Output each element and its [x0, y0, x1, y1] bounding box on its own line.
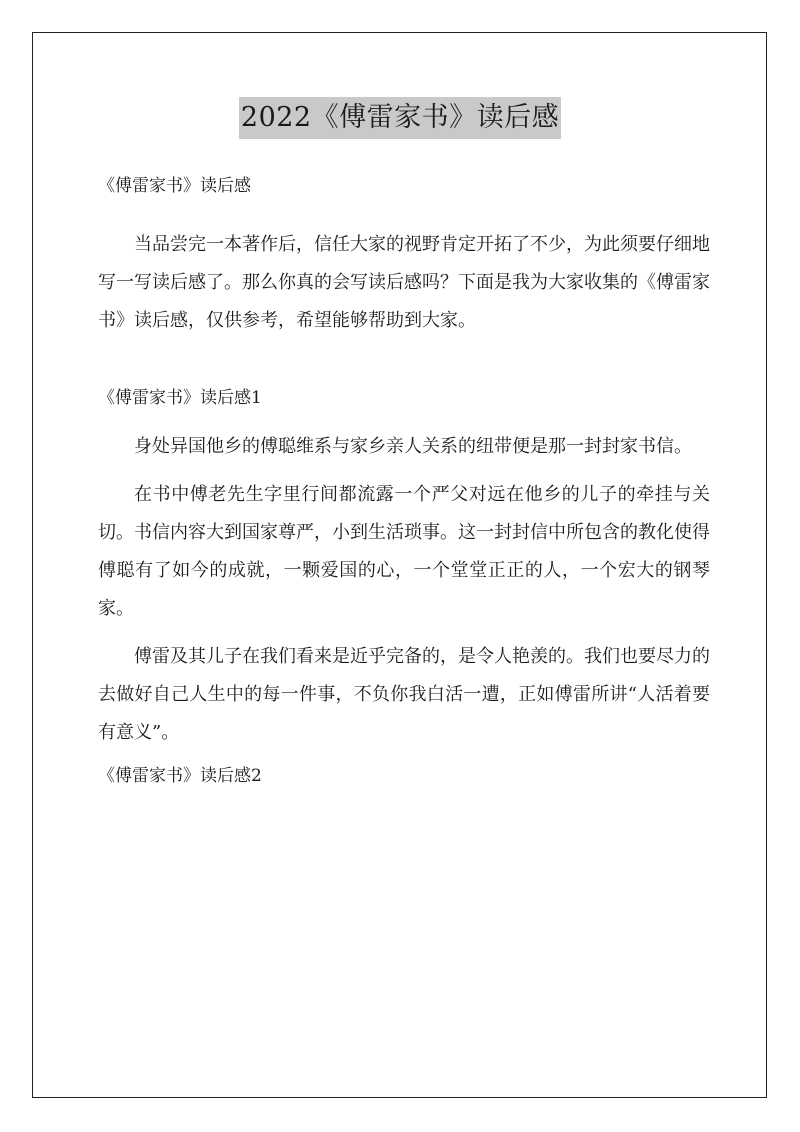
paragraph: 傅雷及其儿子在我们看来是近乎完备的，是令人艳羡的。我们也要尽力的去做好自己人生中的每一件事，不负你我白活一遭，正如傅雷所讲“人活着要有意义”。 [98, 646, 710, 743]
paragraph-spacer [98, 340, 710, 380]
paragraph: 身处异国他乡的傅聪维系与家乡亲人关系的纽带便是那一封封家书信。 [134, 436, 692, 457]
section-heading: 《傅雷家书》读后感2 [98, 766, 262, 786]
document-title: 2022《傅雷家书》读后感 [239, 97, 561, 139]
document-title-wrapper [0, 96, 800, 139]
document-body [98, 168, 710, 794]
paragraph: 在书中傅老先生字里行间都流露一个严父对远在他乡的儿子的牵挂与关切。书信内容大到国家尊严，小到生活琐事。这一封封信中所包含的教化使得傅聪有了如今的成就，一颗爱国的心，一个堂堂正正的人，一个宏大的钢琴家。 [98, 484, 710, 619]
section-heading: 《傅雷家书》读后感1 [98, 388, 262, 408]
section-heading: 《傅雷家书》读后感 [98, 176, 251, 196]
paragraph: 当品尝完一本著作后，信任大家的视野肯定开拓了不少，为此须要仔细地写一写读后感了。那么你真的会写读后感吗？下面是我为大家收集的《傅雷家书》读后感，仅供参考，希望能够帮助到大家。 [98, 234, 710, 331]
